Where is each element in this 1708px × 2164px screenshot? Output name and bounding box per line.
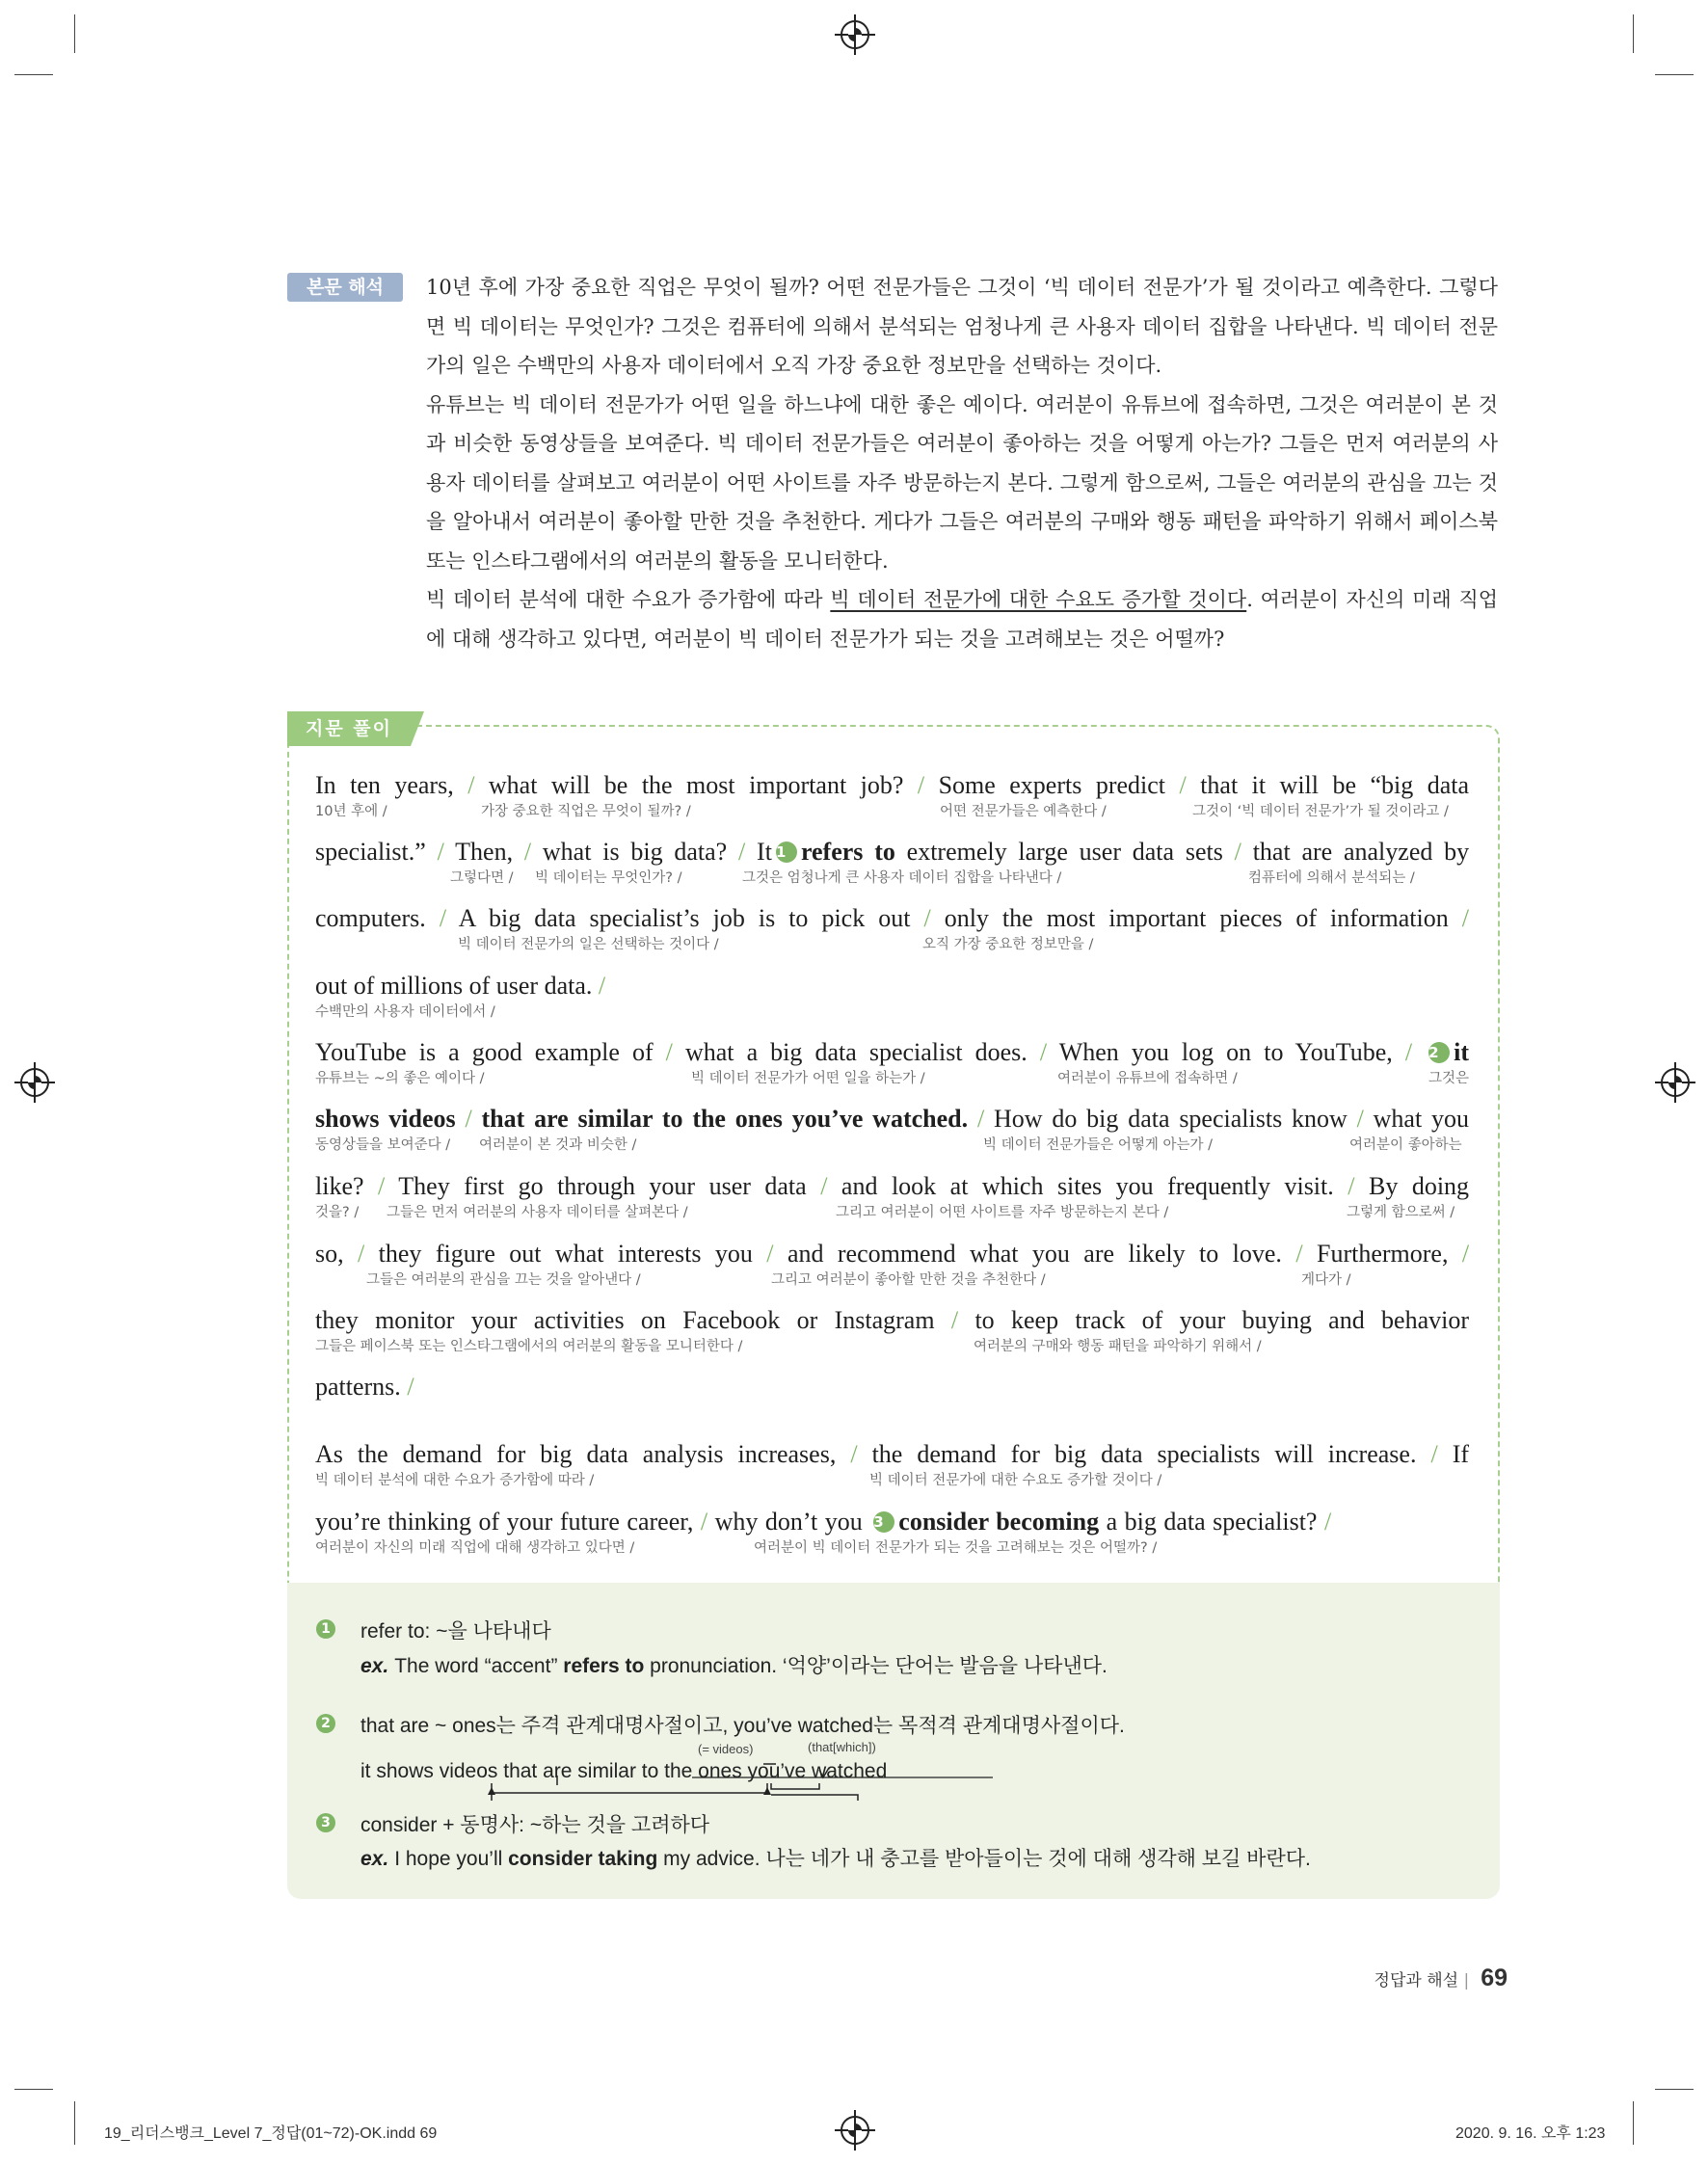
korean-gloss: 그것은 엄청나게 큰 사용자 데이터 집합을 나타낸다 /: [742, 870, 1062, 886]
marker-2-icon: 2: [1428, 1042, 1450, 1063]
english-chunk: they figure out what interests you: [378, 1240, 753, 1268]
english-chunk: like?: [315, 1172, 364, 1200]
english-chunk: As the demand for big data analysis increases,: [315, 1440, 837, 1468]
crop-mark: [1633, 2101, 1634, 2145]
korean-gloss: 여러분이 좋아하는: [1349, 1137, 1462, 1153]
korean-gloss: 그것은: [1428, 1071, 1470, 1086]
korean-gloss: 빅 데이터 전문가가 어떤 일을 하는가 /: [691, 1071, 925, 1086]
english-chunk: patterns.: [315, 1373, 401, 1401]
registration-mark-icon: [1661, 1068, 1690, 1097]
english-line: YouTube is a good example of / what a big data specialist does. / When you log on to YouTube, / 2 it: [315, 1038, 1469, 1066]
example-text: pronunciation. ‘억양’이라는 단어는 발음을 나타낸다.: [650, 1655, 1108, 1677]
korean-gloss: 10년 후에 /: [315, 804, 387, 819]
korean-gloss: 동영상들을 보여준다 /: [315, 1137, 451, 1153]
bracket-line: [771, 1783, 819, 1789]
english-chunk: that are analyzed by: [1252, 838, 1470, 866]
korean-gloss: 여러분이 자신의 미래 직업에 대해 생각하고 있다면 /: [315, 1540, 635, 1556]
korean-gloss: 빅 데이터 전문가에 대한 수요도 증가할 것이다 /: [869, 1473, 1162, 1488]
crop-mark: [14, 2089, 53, 2090]
korean-gloss: 그것이 ‘빅 데이터 전문가’가 될 것이라고 /: [1192, 804, 1449, 819]
english-chunk: to keep track of your buying and behavior: [974, 1306, 1470, 1334]
english-chunk: the demand for big data specialists will increase.: [871, 1440, 1417, 1468]
korean-gloss: 가장 중요한 직업은 무엇이 될까? /: [481, 804, 691, 819]
underlined-phrase: 빅 데이터 전문가에 대한 수요도 증가할 것이다: [830, 588, 1247, 611]
english-chunk: YouTube is a good example of: [315, 1038, 654, 1066]
highlight-phrase: it: [1454, 1038, 1469, 1066]
example-label: ex.: [360, 1655, 389, 1677]
example-text: The word “accent”: [394, 1655, 558, 1677]
separator: |: [1463, 1971, 1470, 1990]
english-chunk: only the most important pieces of information: [944, 904, 1449, 932]
english-chunk: what a big data specialist does.: [684, 1038, 1027, 1066]
english-line: patterns. /: [315, 1373, 414, 1401]
crop-mark: [1655, 74, 1694, 75]
english-chunk: It: [757, 838, 772, 866]
english-chunk: what is big data?: [542, 838, 728, 866]
english-chunk: that it will be “big data: [1200, 771, 1470, 799]
korean-gloss: 유튜브는 ~의 좋은 예이다 /: [315, 1071, 485, 1086]
korean-gloss: 오직 가장 중요한 정보만을 /: [922, 937, 1094, 952]
english-line: out of millions of user data. /: [315, 972, 606, 1000]
translation-badge: 본문 해석: [287, 273, 403, 302]
korean-gloss: 그들은 페이스북 또는 인스타그램에서의 여러분의 활동을 모니터한다 /: [315, 1339, 743, 1354]
english-chunk: what you: [1373, 1105, 1469, 1133]
korean-gloss: 그렇게 함으로써 /: [1347, 1205, 1455, 1220]
marker-1-icon: 1: [776, 842, 797, 863]
note-2-annotation: (that[which]): [808, 1740, 876, 1754]
english-chunk: Some experts predict: [938, 771, 1166, 799]
english-chunk: How do big data specialists know: [993, 1105, 1348, 1133]
english-chunk: By doing: [1369, 1172, 1470, 1200]
korean-gloss: 그렇다면 /: [450, 870, 514, 886]
english-chunk: They first go through your user data: [398, 1172, 807, 1200]
passage-line: [315, 1508, 1469, 1571]
english-chunk: specialist.”: [315, 838, 426, 866]
bracket-line: [771, 1795, 858, 1801]
crop-mark: [1655, 2089, 1694, 2090]
passage-line: [315, 1105, 1469, 1168]
korean-gloss: 여러분의 구매와 행동 패턴을 파악하기 위해서 /: [974, 1339, 1262, 1354]
english-line: so, / they figure out what interests you / and recommend what you are likely to love. / Furthermore, /: [315, 1240, 1470, 1268]
example-keyword: refers to: [563, 1655, 645, 1677]
registration-mark-icon: [20, 1068, 49, 1097]
english-chunk: so,: [315, 1240, 344, 1268]
crop-mark: [74, 14, 75, 53]
english-chunk: If: [1452, 1440, 1470, 1468]
note-3-icon: 3: [316, 1813, 335, 1832]
registration-mark-icon: [841, 2116, 869, 2145]
english-line: shows videos / that are similar to the ones you’ve watched. / How do big data specialists know / what you: [315, 1105, 1469, 1133]
korean-gloss: 컴퓨터에 의해서 분석되는 /: [1248, 870, 1415, 886]
english-chunk: Furthermore,: [1316, 1240, 1449, 1268]
note-1-title: refer to: ~을 나타내다: [360, 1620, 551, 1643]
korean-gloss: 그들은 여러분의 관심을 끄는 것을 알아낸다 /: [366, 1272, 641, 1288]
passage-badge: 지문 풀이: [287, 711, 411, 746]
translation-text: [426, 268, 1498, 658]
korean-gloss: 빅 데이터 전문가들은 어떻게 아는가 /: [983, 1137, 1214, 1153]
passage-line: [315, 838, 1469, 901]
arrow-icon: [763, 1787, 771, 1795]
section-label: 정답과 해설: [1374, 1971, 1459, 1990]
text-span: . 여러분이 자신의 미래 직업에 대해 생각하고 있다면, 여러분이 빅 데이터 전문가가 되는 것을 고려해보는 것은 어떨까?: [426, 588, 1499, 651]
english-chunk: you’re thinking of your future career,: [315, 1508, 694, 1536]
grammar-diagram: [453, 1747, 1012, 1801]
note-1-example: [360, 1650, 1108, 1679]
highlight-phrase: consider becoming: [898, 1508, 1100, 1536]
english-line: specialist.” / Then, / what is big data? / It 1 refers to extremely large user data sets / that are analyzed by: [315, 838, 1470, 866]
english-line: In ten years, / what will be the most important job? / Some experts predict / that it will be “big data: [315, 771, 1470, 799]
passage-line: [315, 1373, 1469, 1436]
korean-gloss: 것을? /: [315, 1205, 360, 1220]
translation-paragraph: 10년 후에 가장 중요한 직업은 무엇이 될까? 어떤 전문가들은 그것이 ‘빅 데이터 전문가’가 될 것이라고 예측한다. 그렇다면 빅 데이터는 무엇인가? 그것은 컴퓨터에 의해서 분석되는 엄청나게 큰 사용자 데이터 집합을 나타낸다. 빅 데이터 전문가의 일은 수백만의 사용자 데이터에서 오직 가장 중요한 정보만을 선택하는 것이다.: [426, 276, 1498, 377]
korean-gloss: 수백만의 사용자 데이터에서 /: [315, 1004, 495, 1020]
translation-paragraph: 유튜브는 빅 데이터 전문가가 어떤 일을 하느냐에 대한 좋은 예이다. 여러분이 유튜브에 접속하면, 그것은 여러분이 본 것과 비슷한 동영상들을 보여준다. 빅 데이터 전문가들은 여러분이 좋아하는 것을 어떻게 아는가? 그들은 먼저 여러분의 사용자 데이터를 살펴보고 여러분이 어떤 사이트를 자주 방문하는지 본다. 그렇게 함으로써, 그들은 여러분의 관심을 끄는 것을 알아내서 여러분이 좋아할 만한 것을 추천한다. 게다가 그들은 여러분의 구매와 행동 패턴을 파악하기 위해서 페이스북 또는 인스타그램에서의 여러분의 활동을 모니터한다.: [426, 392, 1498, 573]
korean-gloss: 그리고 여러분이 좋아할 만한 것을 추천한다 /: [771, 1272, 1046, 1288]
example-text: I hope you’ll: [394, 1848, 503, 1870]
korean-gloss: 그리고 여러분이 어떤 사이트를 자주 방문하는지 본다 /: [836, 1205, 1169, 1220]
korean-gloss: 그들은 먼저 여러분의 사용자 데이터를 살펴본다 /: [387, 1205, 688, 1220]
korean-gloss: 여러분이 유튜브에 접속하면 /: [1057, 1071, 1238, 1086]
bracket-line: [492, 1783, 767, 1793]
crop-mark: [14, 74, 53, 75]
english-chunk: and look at which sites you frequently visit.: [841, 1172, 1334, 1200]
translation-paragraph: [426, 580, 1498, 658]
highlight-phrase: shows videos: [315, 1105, 456, 1133]
passage-line: [315, 1240, 1469, 1303]
crop-mark: [74, 2101, 75, 2145]
english-chunk: they monitor your activities on Facebook or Instagram: [315, 1306, 935, 1334]
english-line: they monitor your activities on Facebook or Instagram / to keep track of your buying and behavior: [315, 1306, 1470, 1334]
note-2-title: that are ~ ones는 주격 관계대명사절이고, you’ve watched는 목적격 관계대명사절이다.: [360, 1715, 1125, 1737]
text-span: 빅 데이터 분석에 대한 수요가 증가함에 따라: [426, 588, 831, 611]
note-2-annotation: (= videos): [698, 1742, 754, 1756]
note-3-example: [360, 1843, 1311, 1872]
korean-gloss: 여러분이 빅 데이터 전문가가 되는 것을 고려해보는 것은 어떨까? /: [754, 1540, 1158, 1556]
crop-mark: [1633, 14, 1634, 53]
korean-gloss: 어떤 전문가들은 예측한다 /: [940, 804, 1107, 819]
highlight-phrase: refers to: [800, 838, 895, 866]
page-number: 69: [1481, 1964, 1508, 1991]
passage-line: [315, 904, 1469, 968]
korean-gloss: 빅 데이터는 무엇인가? /: [535, 870, 682, 886]
passage-line: [315, 1440, 1469, 1504]
passage-line: [315, 1172, 1469, 1236]
english-chunk: what will be the most important job?: [488, 771, 904, 799]
note-2-sentence: it shows videos that are similar to the ones you’ve watched: [360, 1760, 888, 1782]
english-chunk: computers.: [315, 904, 426, 932]
example-keyword: consider taking: [508, 1848, 658, 1870]
passage-line: [315, 1038, 1469, 1102]
note-2-icon: 2: [316, 1714, 335, 1733]
english-chunk: why don’t you: [714, 1508, 863, 1536]
english-line: computers. / A big data specialist’s job is to pick out / only the most important pieces of information /: [315, 904, 1470, 932]
english-chunk: a big data specialist?: [1106, 1508, 1318, 1536]
english-line: As the demand for big data analysis increases, / the demand for big data specialists will increase. / If: [315, 1440, 1470, 1468]
passage-line: [315, 972, 1469, 1035]
english-chunk: In ten years,: [315, 771, 454, 799]
print-slug-date: 2020. 9. 16. 오후 1:23: [1455, 2125, 1606, 2142]
marker-3-icon: 3: [873, 1511, 894, 1533]
registration-mark-icon: [841, 20, 869, 49]
print-slug-file: 19_리더스뱅크_Level 7_정답(01~72)-OK.indd 69: [104, 2125, 438, 2142]
english-chunk: When you log on to YouTube,: [1058, 1038, 1393, 1066]
english-chunk: out of millions of user data.: [315, 972, 593, 1000]
korean-gloss: 여러분이 본 것과 비슷한 /: [479, 1137, 637, 1153]
english-chunk: Then,: [455, 838, 514, 866]
example-label: ex.: [360, 1848, 389, 1870]
passage-line: [315, 1306, 1469, 1370]
korean-gloss: 빅 데이터 전문가의 일은 선택하는 것이다 /: [458, 937, 719, 952]
english-chunk: and recommend what you are likely to love.: [787, 1240, 1282, 1268]
english-chunk: extremely large user data sets: [906, 838, 1223, 866]
caret-mark: [819, 1768, 829, 1777]
english-line: you’re thinking of your future career, / why don’t you 3 consider becoming a big data specialist? /: [315, 1508, 1332, 1536]
note-1-icon: 1: [316, 1619, 335, 1639]
note-3-title: consider + 동명사: ~하는 것을 고려하다: [360, 1814, 710, 1836]
passage-line: [315, 771, 1469, 835]
page-folio: [1374, 1964, 1508, 1992]
arrow-icon: [488, 1787, 495, 1795]
english-line: like? / They first go through your user data / and look at which sites you frequently visit. / By doing: [315, 1172, 1470, 1200]
highlight-phrase: that are similar to the ones you’ve watched.: [481, 1105, 969, 1133]
korean-gloss: 게다가 /: [1301, 1272, 1351, 1288]
korean-gloss: 빅 데이터 분석에 대한 수요가 증가함에 따라 /: [315, 1473, 595, 1488]
english-chunk: A big data specialist’s job is to pick out: [458, 904, 911, 932]
example-text: my advice. 나는 네가 내 충고를 받아들이는 것에 대해 생각해 보길 바란다.: [663, 1848, 1311, 1870]
